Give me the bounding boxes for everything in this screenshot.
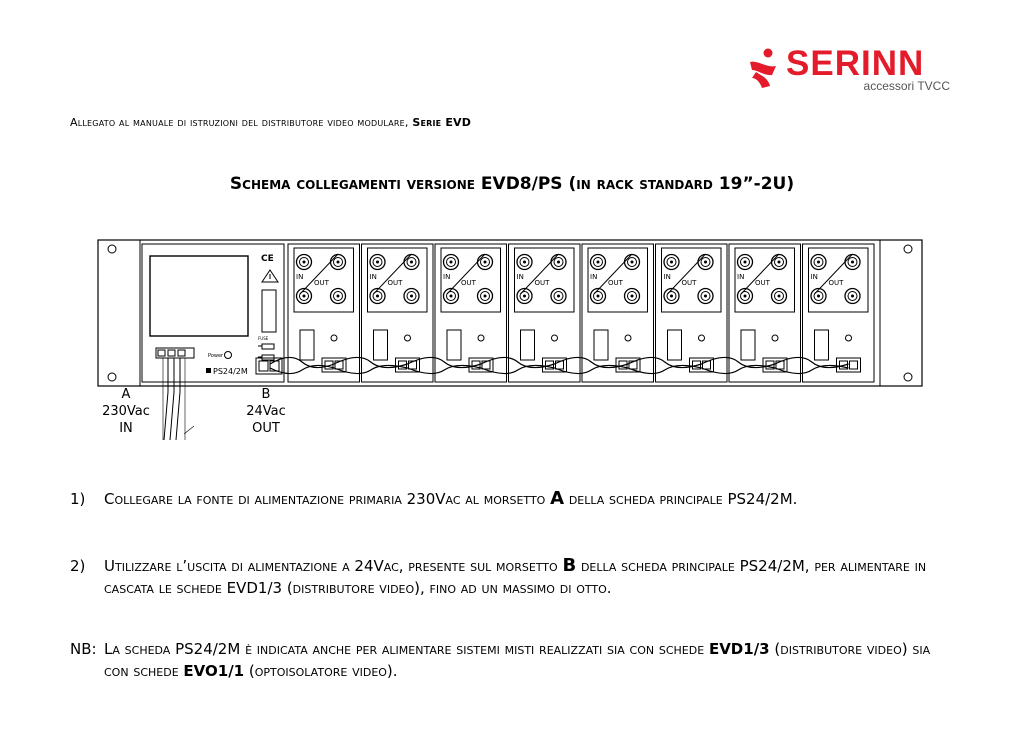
serinn-logo-mark: [746, 48, 782, 90]
card-out-label: OUT: [534, 279, 550, 287]
card-in-label: IN: [663, 273, 671, 281]
terminal-key: B: [562, 555, 577, 576]
instruction-text: della scheda principale PS24/2M.: [564, 490, 798, 508]
power-label: Power: [208, 353, 224, 359]
note-text: (optoisolatore video).: [244, 662, 398, 680]
card-in-label: IN: [296, 273, 304, 281]
card-in-label: IN: [516, 273, 524, 281]
note-key-evo: EVO1/1: [183, 662, 245, 680]
card-in-label: IN: [590, 273, 598, 281]
rack-drawing: [90, 234, 930, 449]
note: [70, 638, 950, 682]
attachment-line: [70, 116, 471, 129]
instruction-number: 2): [70, 557, 86, 575]
note-text: La scheda PS24/2M è indicata anche per alimentare sistemi misti realizzati sia con schede: [104, 640, 709, 658]
page-title: Schema collegamenti versione EVD8/PS (in rack standard 19”-2U): [229, 174, 795, 194]
terminal-a-letter: A: [121, 387, 131, 402]
card-out-label: OUT: [461, 279, 476, 287]
terminal-b-label: [230, 386, 302, 437]
terminal-b-letter: B: [261, 387, 271, 402]
note-key-evd: EVD1/3: [708, 640, 770, 658]
evd-card: [509, 244, 581, 382]
logo-brand: SERINN: [786, 44, 925, 83]
logo-tagline: accessori TVCC: [863, 79, 950, 93]
serinn-logo: [746, 46, 956, 96]
card-out-label: OUT: [314, 279, 329, 287]
instruction-2: [70, 555, 950, 599]
instruction-text: Collegare la fonte di alimentazione primaria 230Vac al morsetto: [104, 490, 551, 508]
instruction-text: della scheda principale PS24/2M, per alimentare in cascata le schede EVD1/3 (distributore video), fino ad un massimo di otto.: [104, 557, 927, 597]
card-in-label: IN: [810, 273, 818, 281]
card-out-label: OUT: [755, 279, 770, 287]
terminal-b-dir: OUT: [252, 421, 280, 436]
terminal-b-value: 24Vac: [246, 404, 286, 419]
rack-diagram: [90, 234, 930, 453]
card-in-label: IN: [369, 273, 377, 281]
note-text: (distributore video) sia con schede: [104, 640, 931, 680]
instruction-number: 1): [70, 490, 86, 508]
card-out-label: OUT: [828, 279, 844, 287]
evd-card: [582, 244, 654, 382]
terminal-a-label: [90, 386, 162, 437]
attachment-series: Serie EVD: [412, 116, 472, 129]
terminal-a-dir: IN: [119, 421, 133, 436]
svg-text:CE: CE: [261, 254, 274, 264]
evd-card: [729, 244, 801, 382]
psu-card-label: PS24/2M: [213, 367, 248, 376]
card-out-label: OUT: [681, 279, 697, 287]
attachment-prefix: Allegato al manuale di istruzioni del distributore video modulare,: [70, 116, 413, 129]
card-out-label: OUT: [608, 279, 623, 287]
card-in-label: IN: [443, 273, 451, 281]
evd-card: [435, 244, 507, 382]
terminal-key: A: [550, 488, 565, 509]
evd-card: [656, 244, 728, 382]
evd-card: [803, 244, 875, 382]
note-label: NB:: [70, 640, 97, 658]
evd-card: [288, 244, 360, 382]
svg-text:FUSE: FUSE: [258, 336, 269, 341]
instruction-1: [70, 488, 950, 510]
evd-card: [362, 244, 434, 382]
card-in-label: IN: [737, 273, 745, 281]
terminal-a-value: 230Vac: [102, 404, 150, 419]
card-out-label: OUT: [387, 279, 403, 287]
instruction-text: Utilizzare l’uscita di alimentazione a 24Vac, presente sul morsetto: [104, 557, 563, 575]
